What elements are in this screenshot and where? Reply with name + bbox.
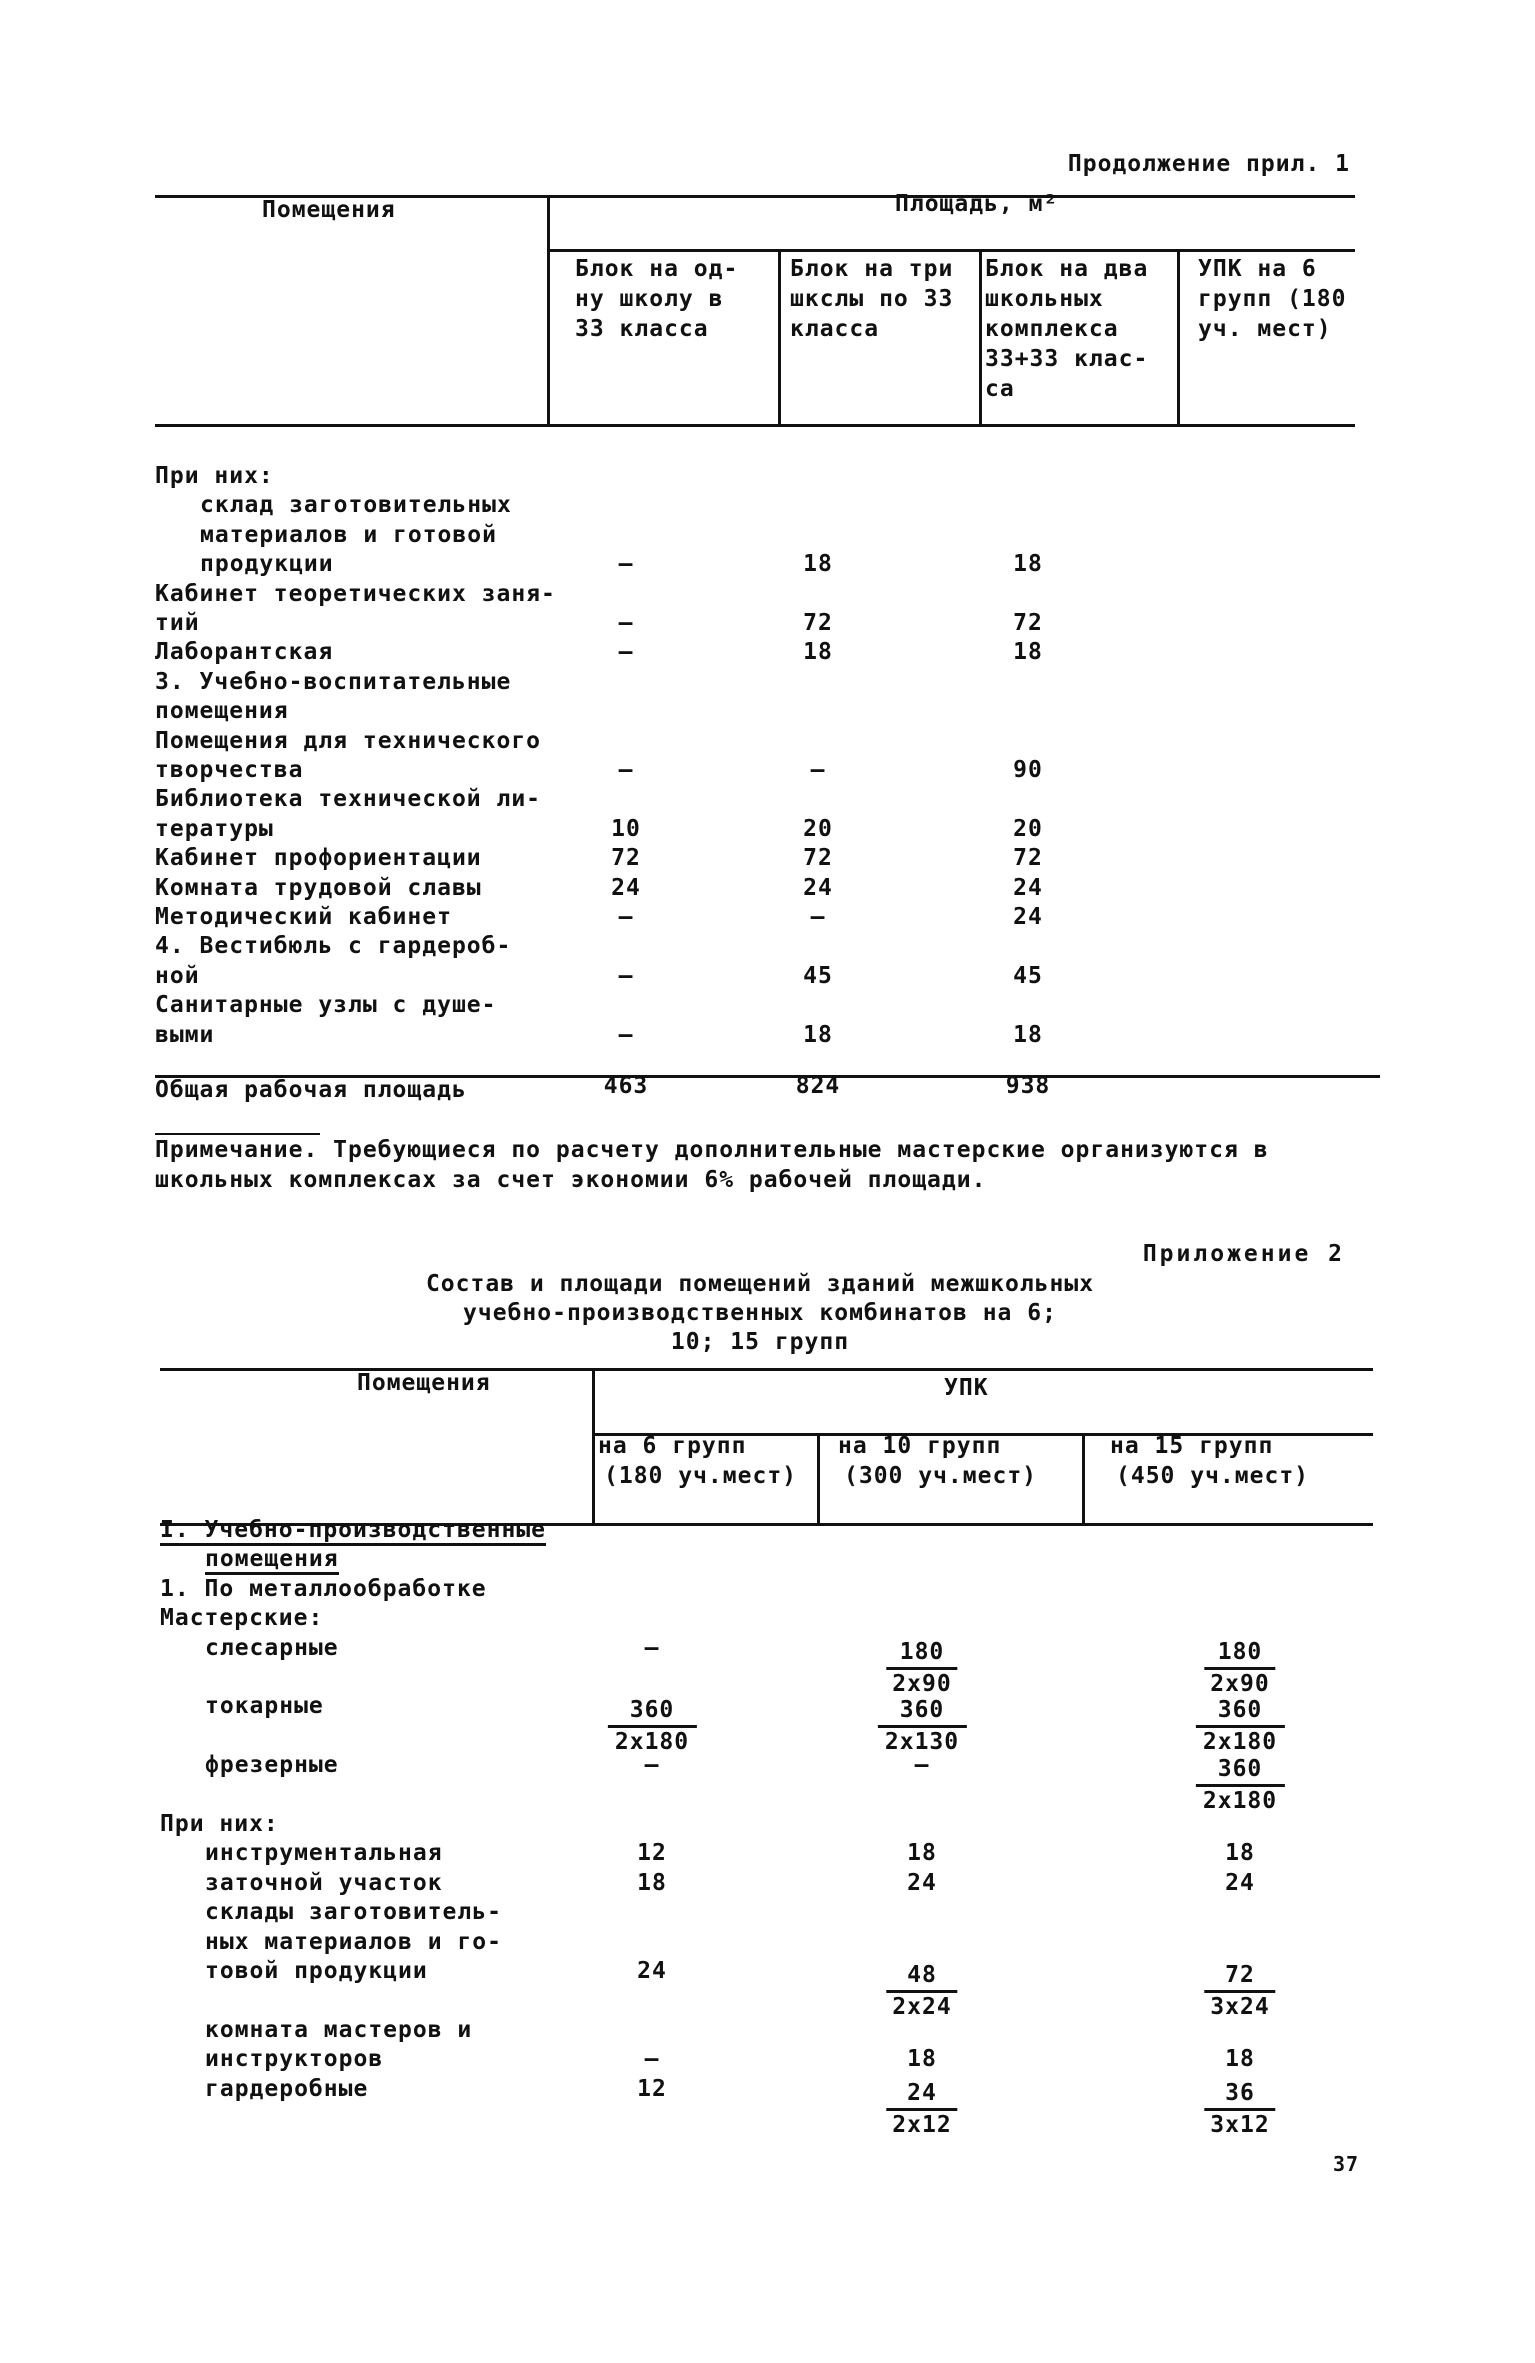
fraction-numerator: 180: [899, 1638, 945, 1665]
row-value: 18: [803, 1021, 833, 1048]
row-value: —: [644, 2046, 660, 2073]
row-label-text: Мастерские:: [160, 1605, 324, 1632]
row-label-text: комната мастеров и: [205, 2016, 473, 2043]
fraction-denominator: 2x90: [892, 1670, 952, 1697]
table1-column-header: Блок на од-: [575, 256, 739, 282]
row-value: –: [618, 904, 634, 930]
row-label: [205, 1839, 443, 1868]
fraction-numerator: 360: [1217, 1756, 1263, 1783]
fraction-denominator: 2x180: [1202, 1729, 1278, 1756]
row-value: 10: [611, 815, 641, 842]
row-value: 12: [637, 2075, 667, 2102]
table2-column-header: на 6 групп: [598, 1433, 747, 1459]
table1-header-bottom-rule: [155, 424, 1355, 427]
fraction-denominator: 2x180: [1202, 1788, 1278, 1815]
row-value: 24: [1225, 1869, 1255, 1896]
row-value: –: [618, 757, 634, 783]
row-label: [205, 2045, 383, 2074]
row-value: 20: [803, 815, 833, 842]
row-label: 4. Вестибюль с гардероб-: [155, 933, 512, 960]
row-label: [160, 1516, 546, 1545]
table2-divider: [592, 1370, 595, 1524]
row-value: –: [810, 757, 826, 783]
row-value: 18: [1225, 1840, 1255, 1867]
fraction-value: [892, 1961, 951, 2022]
table2-column-header: (180 уч.мест): [604, 1463, 798, 1489]
row-label: [160, 1604, 323, 1633]
total-value: 938: [1005, 1073, 1051, 1099]
row-value: 24: [1013, 904, 1043, 930]
row-value: 72: [1013, 845, 1043, 872]
row-label: материалов и готовой: [200, 521, 497, 548]
fraction-denominator: 2x24: [892, 1994, 952, 2020]
note-rule: [155, 1133, 320, 1135]
row-label: При них:: [155, 463, 274, 489]
fraction-numerator: 48: [907, 1962, 937, 1988]
row-value: 90: [1013, 757, 1043, 783]
fraction-value: [885, 1696, 959, 1757]
row-value: 24: [803, 874, 833, 901]
fraction-numerator: 180: [1217, 1638, 1263, 1665]
fraction-denominator: 3x12: [1210, 2111, 1270, 2138]
row-value: 12: [637, 1840, 667, 1867]
table2-divider: [817, 1434, 820, 1524]
row-label-text: помещения: [205, 1546, 339, 1575]
row-value: 72: [1013, 610, 1043, 636]
fraction-numerator: 36: [1225, 2079, 1255, 2106]
row-value: —: [644, 1752, 660, 1779]
table2-top-rule: [160, 1368, 1373, 1371]
row-label: [205, 1869, 443, 1898]
row-label-text: фрезерные: [205, 1752, 339, 1779]
fraction-denominator: 2x180: [614, 1729, 690, 1756]
row-value: 24: [907, 1869, 937, 1896]
fraction-value: [892, 1638, 951, 1699]
row-value: 45: [1013, 962, 1043, 989]
row-label: выми: [155, 1021, 215, 1048]
row-label: [205, 1634, 339, 1663]
row-label: [205, 1545, 339, 1574]
table1-column-header: Блок на два: [985, 256, 1149, 282]
table1-column-header: 33+33 клас-: [985, 346, 1149, 372]
row-label: продукции: [200, 551, 334, 578]
continuation-label: Продолжение прил. 1: [1067, 151, 1350, 177]
fraction-denominator: 2x90: [1210, 1670, 1270, 1697]
row-value: –: [618, 1021, 634, 1048]
row-label: [205, 1751, 339, 1780]
fraction-value: [1210, 1961, 1269, 2022]
row-label: склад заготовительных: [200, 492, 512, 519]
total-value: 463: [603, 1073, 649, 1099]
row-value: 24: [637, 1958, 667, 1984]
row-label: Помещения для технического: [155, 727, 542, 754]
fraction-value: [1210, 1638, 1269, 1699]
row-value: 24: [611, 874, 641, 901]
fraction-denominator: 3x24: [1210, 1994, 1270, 2020]
row-label-text: заточной участок: [205, 1869, 443, 1896]
table1-column-header: са: [985, 376, 1015, 402]
fraction-numerator: 360: [899, 1697, 945, 1724]
row-label: [205, 2016, 472, 2045]
fraction-denominator: 2x130: [884, 1729, 960, 1756]
row-value: 18: [907, 1840, 937, 1867]
row-value: 18: [907, 2046, 937, 2073]
appendix2-title: 10; 15 групп: [670, 1329, 850, 1355]
fraction-numerator: 360: [1217, 1697, 1263, 1724]
row-label: тий: [155, 610, 200, 636]
row-label: 3. Учебно-воспитательные: [155, 668, 512, 695]
table1-header-area: Площадь, м²: [895, 191, 1059, 217]
table2-column-header: (450 уч.мест): [1116, 1463, 1310, 1489]
fraction-value: [615, 1696, 689, 1757]
table1-column-header: школьных: [985, 286, 1104, 312]
table2-column-header: на 10 групп: [838, 1433, 1002, 1459]
row-label: [205, 2075, 368, 2104]
table2-header-upk: УПК: [944, 1375, 989, 1401]
note-line: школьных комплексах за счет экономии 6% рабочей площади.: [155, 1167, 987, 1193]
row-value: –: [618, 551, 634, 578]
table2-header-rooms: Помещения: [357, 1370, 491, 1396]
fraction-numerator: 72: [1225, 1962, 1255, 1988]
fraction-value: [1203, 1696, 1277, 1757]
fraction-denominator: 2x12: [892, 2111, 952, 2138]
row-value: –: [618, 639, 634, 666]
table1-column-header: 33 класса: [575, 316, 709, 342]
table2-divider: [1082, 1434, 1085, 1524]
table1-divider: [1177, 251, 1180, 427]
table1-column-header: Блок на три: [790, 256, 954, 282]
row-label: [160, 1575, 487, 1604]
row-label-text: При них:: [160, 1811, 279, 1837]
row-label: [160, 1810, 279, 1839]
fraction-value: [892, 2079, 951, 2140]
row-label-text: ных материалов и го-: [205, 1928, 502, 1955]
table1-column-header: комплекса: [985, 316, 1119, 342]
table1-header-rooms: Помещения: [262, 197, 396, 223]
row-label: Библиотека технической ли-: [155, 786, 542, 813]
row-label-text: товой продукции: [205, 1958, 428, 1984]
row-label: помещения: [155, 698, 289, 725]
fraction-numerator: 24: [907, 2079, 937, 2106]
fraction-value: [1210, 2079, 1269, 2140]
row-value: 72: [803, 610, 833, 636]
row-label: Санитарные узлы с душе-: [155, 992, 497, 1019]
table1-divider: [547, 195, 550, 427]
table1-column-header: класса: [790, 316, 880, 342]
row-label-text: инструментальная: [205, 1840, 443, 1867]
row-label-text: I. Учебно-производственные: [160, 1517, 546, 1546]
page-number: 37: [1333, 2152, 1360, 2176]
row-label: Кабинет профориентации: [155, 845, 482, 872]
row-label: [205, 1898, 502, 1927]
fraction-value: [1203, 1755, 1277, 1816]
total-label: Общая рабочая площадь: [155, 1077, 467, 1103]
row-label: Методический кабинет: [155, 904, 452, 930]
table1-divider: [979, 251, 982, 427]
row-value: 20: [1013, 815, 1043, 842]
row-value: 45: [803, 962, 833, 989]
table2-column-header: на 15 групп: [1110, 1433, 1274, 1459]
table1-subheader-rule: [548, 249, 1355, 252]
row-value: –: [810, 904, 826, 930]
row-value: 18: [803, 551, 833, 578]
appendix2-title: учебно-производственных комбинатов на 6;: [463, 1300, 1057, 1326]
row-value: –: [618, 610, 634, 636]
row-value: 18: [1013, 551, 1043, 578]
table1-column-header: УПК на 6: [1198, 256, 1317, 282]
fraction-numerator: 360: [629, 1697, 675, 1724]
row-label-text: токарные: [205, 1693, 324, 1720]
note-line: Примечание. Требующиеся по расчету дополнительные мастерские организуются в: [155, 1137, 1269, 1163]
row-label-text: гардеробные: [205, 2075, 369, 2102]
row-value: 18: [1013, 639, 1043, 666]
row-label: Комната трудовой славы: [155, 874, 482, 901]
total-value: 824: [795, 1073, 841, 1099]
row-value: –: [644, 1634, 660, 1661]
appendix2-label: Приложение 2: [1142, 1241, 1345, 1267]
row-label-text: слесарные: [205, 1634, 339, 1661]
row-label: [205, 1692, 324, 1721]
row-label-text: 1. По металлообработке: [160, 1575, 487, 1602]
table1-divider: [778, 251, 781, 427]
row-label: Кабинет теоретических заня-: [155, 580, 556, 607]
row-label: тературы: [155, 815, 274, 842]
row-value: 24: [1013, 874, 1043, 901]
row-value: 72: [803, 845, 833, 872]
appendix2-title: Состав и площади помещений зданий межшкольных: [425, 1271, 1095, 1297]
row-value: –: [618, 962, 634, 989]
row-value: 18: [803, 639, 833, 666]
row-value: —: [914, 1752, 930, 1779]
row-label: [205, 1957, 428, 1986]
table1-column-header: ну школу в: [575, 286, 724, 312]
row-value: 18: [637, 1869, 667, 1896]
row-label-text: инструкторов: [205, 2046, 384, 2073]
row-label: ной: [155, 962, 200, 989]
row-value: 72: [611, 845, 641, 872]
table1-column-header: групп (180: [1198, 286, 1347, 312]
table1-column-header: шкслы по 33: [790, 286, 954, 312]
row-label: творчества: [155, 757, 304, 783]
row-label-text: склады заготовитель-: [205, 1899, 502, 1926]
row-value: 18: [1013, 1021, 1043, 1048]
table1-column-header: уч. мест): [1198, 316, 1332, 342]
row-label: Лаборантская: [155, 639, 334, 666]
table2-column-header: (300 уч.мест): [844, 1463, 1038, 1489]
row-value: 18: [1225, 2046, 1255, 2073]
row-label: [205, 1928, 502, 1957]
